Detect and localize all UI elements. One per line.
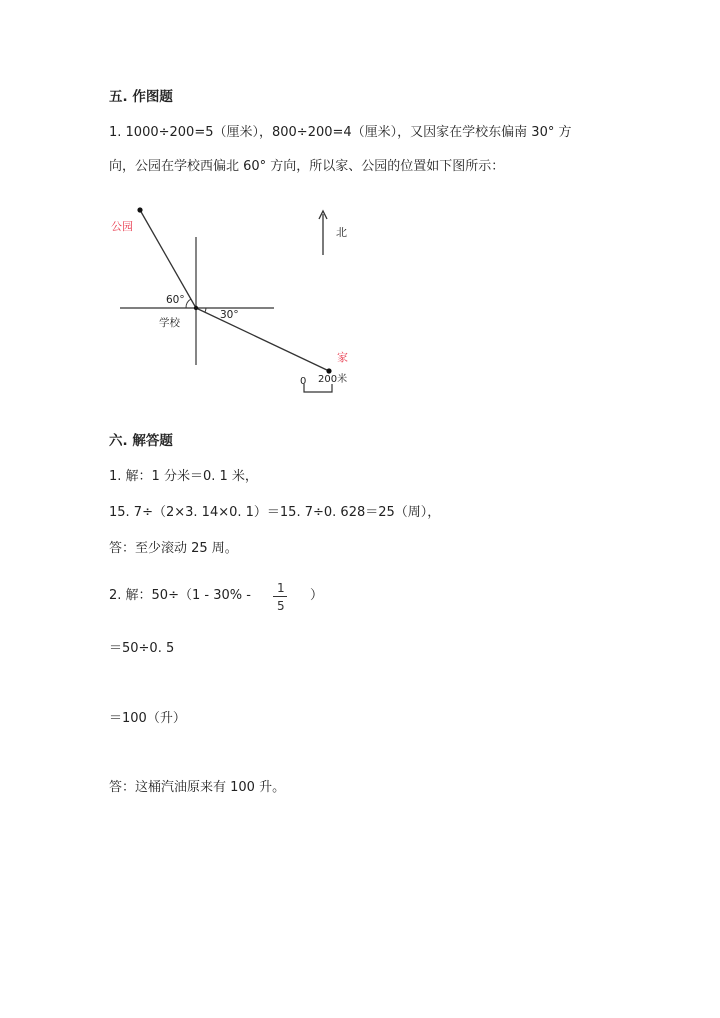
home-label: 家 [337, 351, 348, 364]
section6-heading: 六. 解答题 [109, 433, 173, 449]
angle-60-label: 60° [166, 294, 185, 306]
section5-heading: 五. 作图题 [109, 89, 173, 105]
q2-expression-end: ） [310, 588, 324, 603]
q1-line2: 15. 7÷（2×3. 14×0. 1）＝15. 7÷0. 628＝25（周）， [109, 505, 441, 520]
scale-bar [304, 384, 332, 392]
angle-30-label: 30° [220, 309, 239, 321]
q1-answer: 答：至少滚动 25 周。 [109, 541, 238, 556]
angle-30-arc [205, 308, 206, 312]
q2-answer: 答：这桶汽油原来有 100 升。 [109, 780, 286, 795]
q2-step1: ＝50÷0. 5 [109, 641, 175, 656]
direction-diagram [100, 200, 390, 400]
north-label: 北 [336, 226, 347, 239]
park-label: 公园 [111, 220, 133, 233]
park-point [137, 207, 142, 212]
q2-expression-start: 2. 解：50÷（1 - 30% - [109, 588, 251, 603]
angle-60-arc [186, 299, 191, 308]
scale-zero-label: 0 [300, 376, 307, 387]
fraction-denominator: 5 [277, 599, 285, 613]
fraction-bar [273, 596, 287, 597]
section5-text-line2: 向，公园在学校西偏北 60° 方向，所以家、公园的位置如下图所示： [109, 159, 505, 174]
school-label: 学校 [159, 317, 180, 329]
section5-text-line1: 1. 1000÷200=5（厘米），800÷200=4（厘米），又因家在学校东偏南 30° 方 [109, 125, 572, 140]
home-point [326, 368, 331, 373]
q1-line1: 1. 解：1 分米＝0. 1 米， [109, 469, 258, 484]
home-line [196, 308, 329, 371]
scale-label: 200米 [318, 374, 348, 385]
fraction-numerator: 1 [277, 581, 285, 595]
q2-step2: ＝100（升） [109, 711, 186, 726]
school-point [194, 306, 198, 310]
